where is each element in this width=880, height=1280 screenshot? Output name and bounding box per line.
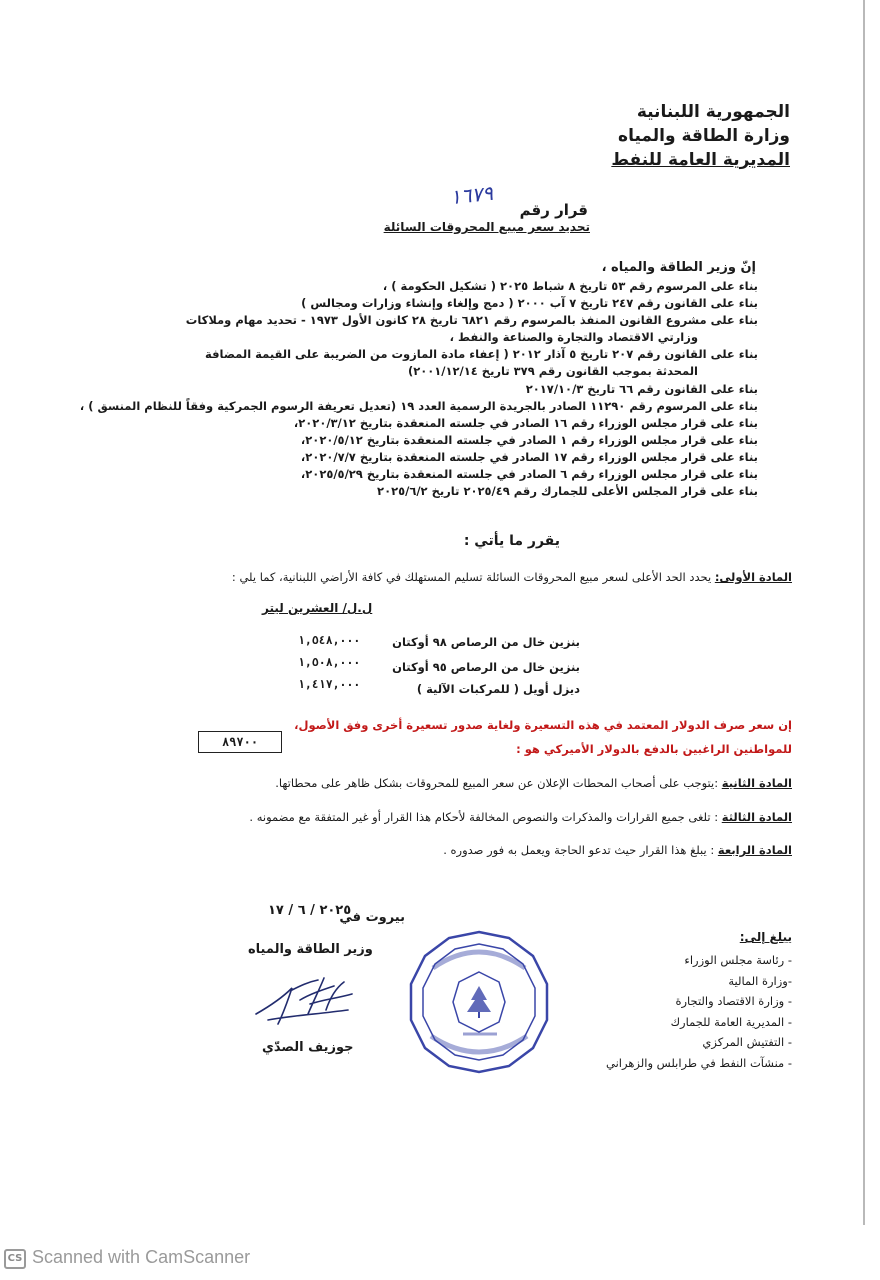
distribution-item: - رئاسة مجلس الوزراء (684, 953, 792, 967)
price-value-98: ١,٥٤٨,٠٠٠ (298, 633, 361, 647)
price-product-98: بنزين خال من الرصاص ٩٨ أوكتان (392, 635, 580, 649)
preamble-line: إنّ وزير الطاقة والمياه ، (601, 260, 756, 275)
article-4-label: المادة الرابعة (717, 843, 792, 857)
camscanner-icon: CS (4, 1249, 26, 1269)
article-1-text: يحدد الحد الأعلى لسعر مبيع المحروقات السائلة تسليم المستهلك في كافة الأراضي اللبنانية، كما يلي : (231, 570, 712, 584)
article-3-text: : تلغى جميع القرارات والمذكرات والنصوص المخالفة لأحكام هذا القرار أو غير المتفقة مع مضمونه . (249, 810, 719, 824)
preamble-line: بناء على مشروع القانون المنفذ بالمرسوم رقم ٦٨٢١ تاريخ ٢٨ كانون الأول ١٩٧٣ - تحديد مهام وملاكات (185, 313, 758, 328)
decision-number: ١٦٧٩ (448, 180, 495, 210)
price-unit-header: ل.ل/ العشرين ليتر (262, 601, 373, 615)
distribution-item: - منشآت النفط في طرابلس والزهراني (606, 1055, 792, 1070)
article-4-text: : يبلغ هذا القرار حيث تدعو الحاجة ويعمل به فور صدوره . (443, 843, 715, 857)
issue-date: ٢٠٢٥ / ٦ / ١٧ (268, 903, 352, 918)
rate-note-line2: للمواطنين الراغبين بالدفع بالدولار الأميركي هو : (516, 742, 792, 756)
distribution-list (606, 950, 792, 1073)
price-product-95: بنزين خال من الرصاص ٩٥ أوكتان (392, 660, 580, 674)
handwritten-signature (248, 970, 358, 1032)
distribution-item: - وزارة الاقتصاد والتجارة (675, 994, 792, 1008)
price-value-95: ١,٥٠٨,٠٠٠ (298, 655, 361, 669)
official-stamp (405, 928, 553, 1076)
preamble-line: بناء على القانون رقم ٢٤٧ تاريخ ٧ آب ٢٠٠٠ ( دمج وإلغاء وإنشاء وزارات ومجالس ) (301, 296, 758, 311)
header-directorate: المديرية العامة للنفط (611, 150, 790, 170)
exchange-rate-box: ٨٩٧٠٠ (198, 731, 282, 753)
price-product-diesel: ديزل أويل ( للمركبات الآلية ) (416, 682, 580, 696)
article-1 (232, 570, 792, 584)
article-1-label: المادة الأولى: (714, 570, 792, 584)
article-2-label: المادة الثانية (721, 776, 792, 790)
preamble-line: بناء على قرار المجلس الأعلى للجمارك رقم ٢٠٢٥/٤٩ تاريخ ٢٠٢٥/٦/٢ (377, 484, 758, 499)
article-2 (275, 776, 792, 790)
article-4 (443, 843, 792, 857)
place-label: بيروت في (339, 910, 405, 925)
header-republic: الجمهورية اللبنانية (636, 102, 790, 122)
article-2-text: :يتوجب على أصحاب المحطات الإعلان عن سعر المبيع للمحروقات بشكل ظاهر على محطاتها. (275, 776, 719, 790)
article-3 (249, 810, 792, 824)
preamble-line: بناء على قرار مجلس الوزراء رقم ١ الصادر في جلسته المنعقدة بتاريخ ٢٠٢٠/٥/١٢، (300, 432, 758, 447)
price-value-diesel: ١,٤١٧,٠٠٠ (298, 677, 361, 691)
distribution-item: - المديرية العامة للجمارك (670, 1014, 792, 1029)
article-3-label: المادة الثالثة (721, 810, 792, 824)
preamble (79, 258, 758, 500)
page-edge-line (863, 0, 865, 1225)
preamble-line: بناء على المرسوم رقم ١١٢٩٠ الصادر بالجريدة الرسمية العدد ١٩ (تعديل تعريفة الرسوم الجمركية وفقاً للنظام المنسق ) ، (79, 398, 758, 413)
scanner-watermark: Scanned with CamScanner (32, 1247, 251, 1267)
preamble-line: بناء على القانون رقم ٢٠٧ تاريخ ٥ آذار ٢٠١٢ ( إعفاء مادة المازوت من الضريبة على القيمة المضافة (205, 347, 758, 362)
preamble-line: بناء على قرار مجلس الوزراء رقم ٦ الصادر في جلسته المنعقدة بتاريخ ٢٠٢٥/٥/٢٩، (300, 467, 758, 482)
decision-label: قرار رقم (519, 201, 588, 219)
distribution-item: - التفتيش المركزي (702, 1035, 792, 1049)
header-ministry: وزارة الطاقة والمياه (618, 126, 790, 146)
decision-subject: تحديد سعر مبيع المحروقات السائلة (383, 220, 590, 234)
preamble-line: وزارتي الاقتصاد والتجارة والصناعة والنفط ، (449, 330, 698, 345)
preamble-line: بناء على قرار مجلس الوزراء رقم ١٧ الصادر في جلسته المنعقدة بتاريخ ٢٠٢٠/٧/٧، (300, 449, 758, 464)
signatory-title: وزير الطاقة والمياه (248, 942, 373, 957)
decides-heading: يقرر ما يأتي : (463, 533, 560, 549)
signatory-name: جوزيف الصدّي (262, 1040, 354, 1055)
preamble-line: المحدثة بموجب القانون رقم ٣٧٩ تاريخ ٢٠٠١/١٢/١٤) (407, 364, 698, 379)
distribution-title: يبلغ إلى: (739, 930, 792, 944)
rate-note-line1: إن سعر صرف الدولار المعتمد في هذه التسعيرة ولغاية صدور تسعيرة أخرى وفق الأصول، (294, 718, 792, 732)
preamble-line: بناء على المرسوم رقم ٥٣ تاريخ ٨ شباط ٢٠٢٥ ( تشكيل الحكومة ) ، (382, 279, 758, 293)
preamble-line: بناء على القانون رقم ٦٦ تاريخ ٢٠١٧/١٠/٣ (525, 381, 758, 396)
preamble-line: بناء على قرار مجلس الوزراء رقم ١٦ الصادر في جلسته المنعقدة بتاريخ ٢٠٢٠/٣/١٢، (293, 415, 758, 430)
distribution-item: -وزارة المالية (728, 973, 792, 988)
